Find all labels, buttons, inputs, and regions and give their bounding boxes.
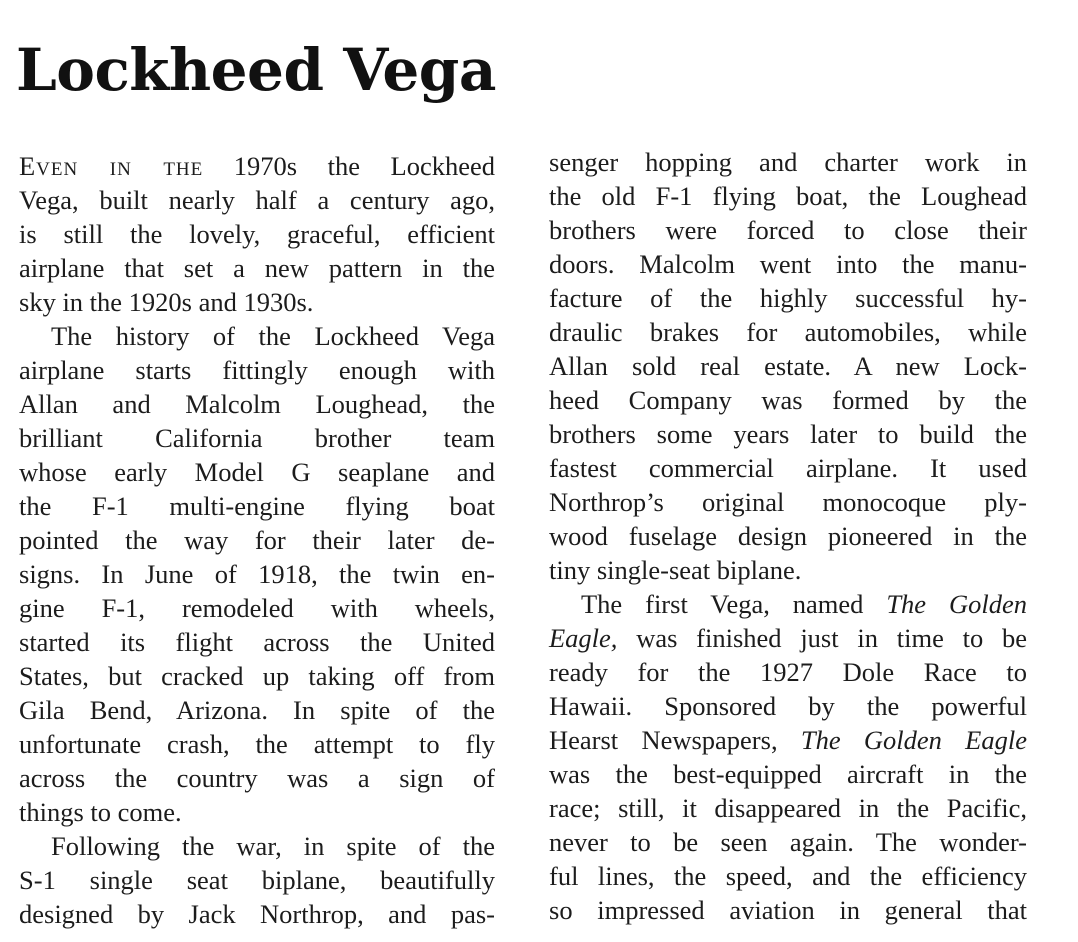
text-line xyxy=(19,693,495,727)
text-run: Northrop’s original monocoque ply- xyxy=(549,487,1027,517)
text-line xyxy=(19,149,495,183)
text-column-right xyxy=(549,145,1027,927)
text-line xyxy=(549,621,1027,655)
text-run: The first Vega, named xyxy=(581,589,887,619)
text-line xyxy=(549,417,1027,451)
text-line xyxy=(549,281,1027,315)
text-line xyxy=(19,251,495,285)
text-line xyxy=(19,897,495,931)
text-run: the F-1 multi-engine flying boat xyxy=(19,491,495,521)
text-line xyxy=(549,485,1027,519)
text-line xyxy=(549,247,1027,281)
text-line xyxy=(19,795,495,829)
text-run: airplane starts fittingly enough with xyxy=(19,355,495,385)
text-run: things to come. xyxy=(19,797,182,827)
text-line xyxy=(19,863,495,897)
text-run: across the country was a sign of xyxy=(19,763,495,793)
text-run: senger hopping and charter work in xyxy=(549,147,1027,177)
text-column-left xyxy=(19,149,495,931)
text-line xyxy=(19,285,495,319)
text-run: Hearst Newspapers, xyxy=(549,725,801,755)
text-run: States, but cracked up taking off from xyxy=(19,661,495,691)
text-run: The history of the Lockheed Vega xyxy=(51,321,495,351)
text-run: race; still, it disappeared in the Pacific, xyxy=(549,793,1027,823)
text-line xyxy=(19,353,495,387)
text-line xyxy=(19,387,495,421)
text-line xyxy=(549,383,1027,417)
text-line xyxy=(549,893,1027,927)
italic-text: The Golden Eagle xyxy=(800,725,1027,755)
text-line xyxy=(549,179,1027,213)
text-line xyxy=(549,587,1027,621)
text-run: brothers some years later to build the xyxy=(549,419,1027,449)
text-line xyxy=(19,557,495,591)
smallcaps-text: Even in the xyxy=(19,151,204,181)
text-line xyxy=(19,183,495,217)
text-run: gine F-1, remodeled with wheels, xyxy=(19,593,495,623)
text-run: Vega, built nearly half a century ago, xyxy=(19,185,495,215)
text-run: wood fuselage design pioneered in the xyxy=(549,521,1027,551)
text-line xyxy=(19,591,495,625)
text-run: airplane that set a new pattern in the xyxy=(19,253,495,283)
text-run: designed by Jack Northrop, and pas- xyxy=(19,899,495,929)
text-run: was finished just in time to be xyxy=(617,623,1027,653)
text-run: Hawaii. Sponsored by the powerful xyxy=(549,691,1027,721)
text-line xyxy=(19,319,495,353)
italic-text: Eagle, xyxy=(549,623,618,653)
text-run: Allan sold real estate. A new Lock- xyxy=(549,351,1027,381)
text-line xyxy=(549,451,1027,485)
text-run: doors. Malcolm went into the manu- xyxy=(549,249,1027,279)
text-run: never to be seen again. The wonder- xyxy=(549,827,1027,857)
text-run: ready for the 1927 Dole Race to xyxy=(549,657,1027,687)
text-run: was the best-equipped aircraft in the xyxy=(549,759,1027,789)
italic-text: The Golden xyxy=(886,589,1027,619)
text-line xyxy=(19,523,495,557)
text-line xyxy=(549,349,1027,383)
text-line xyxy=(549,213,1027,247)
text-run: unfortunate crash, the attempt to fly xyxy=(19,729,495,759)
text-run: Allan and Malcolm Loughead, the xyxy=(19,389,495,419)
text-run: facture of the highly successful hy- xyxy=(549,283,1027,313)
text-line xyxy=(19,659,495,693)
text-run: is still the lovely, graceful, efficient xyxy=(19,219,495,249)
text-line xyxy=(19,727,495,761)
text-run: S-1 single seat biplane, beautifully xyxy=(19,865,495,895)
text-run: pointed the way for their later de- xyxy=(19,525,495,555)
text-line xyxy=(549,757,1027,791)
text-line xyxy=(19,829,495,863)
text-run: brothers were forced to close their xyxy=(549,215,1027,245)
text-run: sky in the 1920s and 1930s. xyxy=(19,287,314,317)
text-line xyxy=(549,519,1027,553)
text-run: draulic brakes for automobiles, while xyxy=(549,317,1027,347)
text-line xyxy=(19,625,495,659)
text-line xyxy=(19,489,495,523)
text-run: Gila Bend, Arizona. In spite of the xyxy=(19,695,495,725)
text-run: brilliant California brother team xyxy=(19,423,495,453)
text-line xyxy=(549,553,1027,587)
text-run: whose early Model G seaplane and xyxy=(19,457,495,487)
text-run: signs. In June of 1918, the twin en- xyxy=(19,559,495,589)
text-run: fastest commercial airplane. It used xyxy=(549,453,1027,483)
text-run: so impressed aviation in general that xyxy=(549,895,1027,925)
text-line xyxy=(549,723,1027,757)
text-line xyxy=(549,655,1027,689)
text-line xyxy=(19,761,495,795)
text-line xyxy=(19,455,495,489)
text-run: 1970s the Lockheed xyxy=(203,151,495,181)
text-line xyxy=(549,791,1027,825)
page-title: Lockheed Vega xyxy=(16,36,496,104)
text-line xyxy=(549,315,1027,349)
text-line xyxy=(549,859,1027,893)
text-line xyxy=(549,689,1027,723)
text-line xyxy=(549,825,1027,859)
text-line xyxy=(19,217,495,251)
text-run: heed Company was formed by the xyxy=(549,385,1027,415)
text-run: Following the war, in spite of the xyxy=(51,831,495,861)
text-line xyxy=(549,145,1027,179)
text-run: started its flight across the United xyxy=(19,627,495,657)
text-run: the old F-1 flying boat, the Loughead xyxy=(549,181,1027,211)
text-line xyxy=(19,421,495,455)
text-run: ful lines, the speed, and the efficiency xyxy=(549,861,1027,891)
text-run: tiny single-seat biplane. xyxy=(549,555,802,585)
